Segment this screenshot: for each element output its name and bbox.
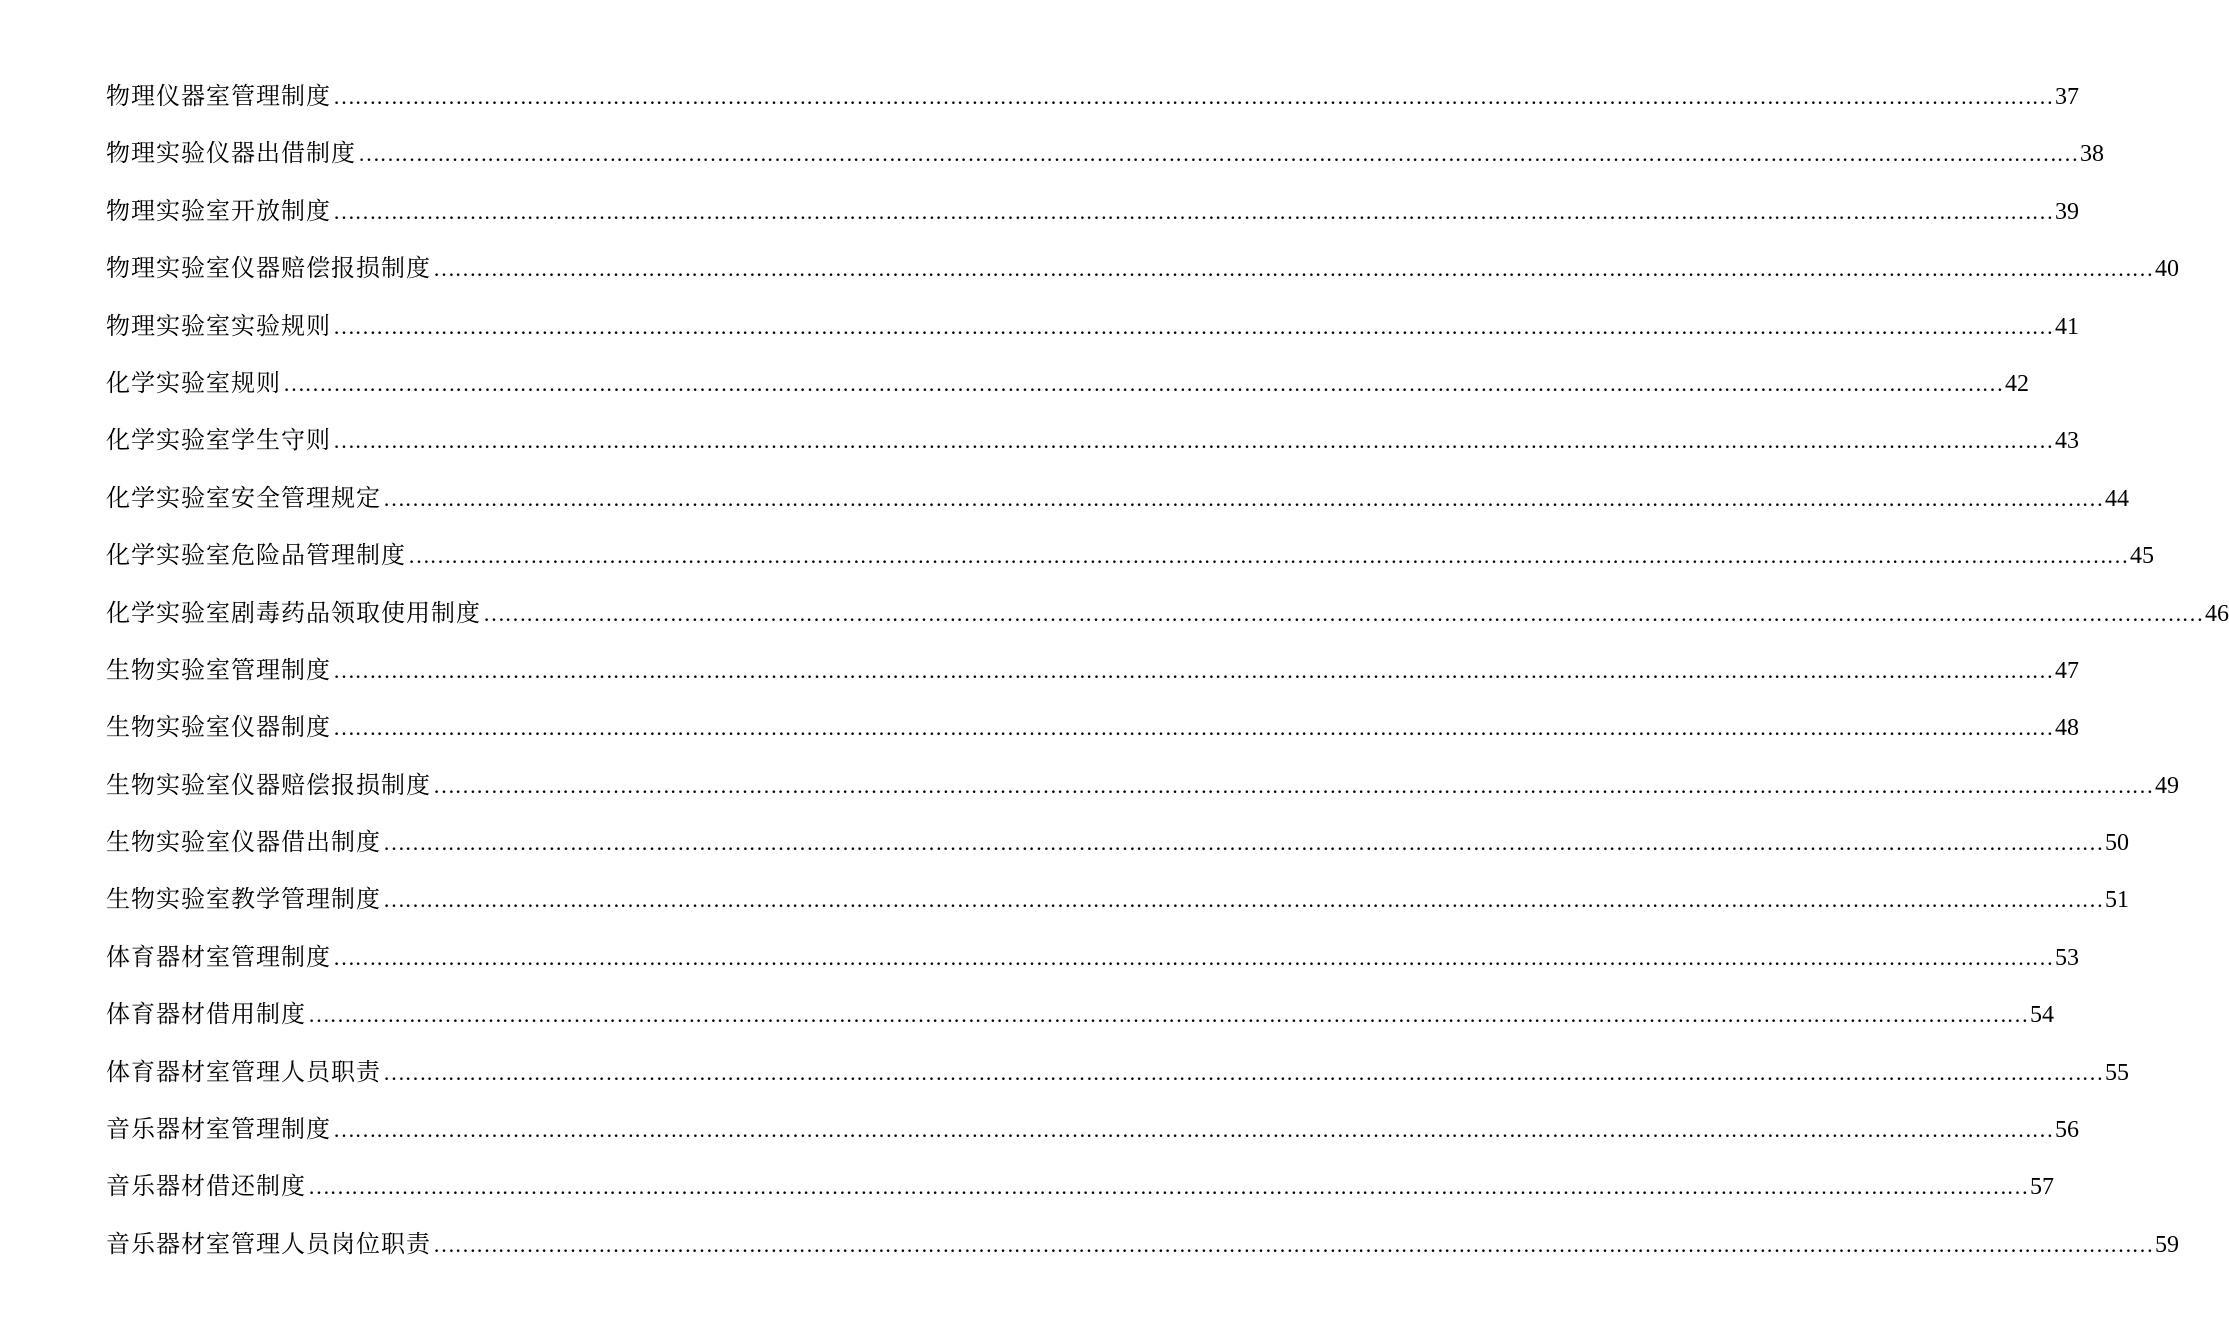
toc-dot-leader: ……………………………………………………………………………………………………………………………………………………………………………………………………………………	[358, 141, 2078, 167]
toc-dot-leader: ……………………………………………………………………………………………………………………………………………………………………………………………………………………	[333, 428, 2053, 454]
toc-dot-leader: ……………………………………………………………………………………………………………………………………………………………………………………………………………………	[433, 1231, 2153, 1257]
toc-entry-title: 物理实验室开放制度	[106, 196, 331, 225]
toc-entry	[106, 412, 2079, 469]
toc-dot-leader: ……………………………………………………………………………………………………………………………………………………………………………………………………………………	[383, 1059, 2103, 1085]
toc-entry-title: 音乐器材室管理人员岗位职责	[106, 1229, 431, 1258]
toc-page-number: 50	[2105, 830, 2129, 857]
toc-dot-leader: ……………………………………………………………………………………………………………………………………………………………………………………………………………………	[283, 370, 2003, 396]
toc-entry	[106, 527, 2154, 584]
toc-entry-title: 化学实验室剧毒药品领取使用制度	[106, 598, 481, 627]
toc-entry-title: 物理实验室实验规则	[106, 311, 331, 340]
toc-dot-leader: ……………………………………………………………………………………………………………………………………………………………………………………………………………………	[308, 1174, 2028, 1200]
toc-entry-title: 物理仪器室管理制度	[106, 82, 331, 110]
toc-dot-leader: ……………………………………………………………………………………………………………………………………………………………………………………………………………………	[408, 543, 2128, 569]
toc-entry	[106, 68, 2079, 125]
toc-page-number: 48	[2055, 715, 2079, 742]
toc-page-number: 57	[2030, 1174, 2054, 1201]
toc-entry-title: 化学实验室安全管理规定	[106, 483, 381, 512]
toc-page-number: 38	[2080, 141, 2104, 168]
toc-entry	[106, 757, 2179, 814]
toc-entry	[106, 929, 2079, 986]
toc-page-number: 47	[2055, 657, 2079, 684]
toc-entry	[106, 585, 2229, 642]
toc-page-number: 37	[2055, 84, 2079, 110]
toc-dot-leader: ……………………………………………………………………………………………………………………………………………………………………………………………………………………	[333, 657, 2053, 683]
toc-dot-leader: ……………………………………………………………………………………………………………………………………………………………………………………………………………………	[433, 256, 2153, 282]
toc-entry	[106, 814, 2129, 871]
toc-entry-title: 化学实验室危险品管理制度	[106, 541, 406, 570]
toc-page-number: 40	[2155, 256, 2179, 283]
toc-entry-title: 生物实验室仪器制度	[106, 713, 331, 742]
toc-entry-title: 体育器材室管理制度	[106, 942, 331, 971]
toc-dot-leader: ……………………………………………………………………………………………………………………………………………………………………………………………………………………	[433, 772, 2153, 798]
toc-entry	[106, 355, 2029, 412]
toc-entry-title: 生物实验室仪器赔偿报损制度	[106, 770, 431, 799]
toc-dot-leader: ……………………………………………………………………………………………………………………………………………………………………………………………………………………	[308, 1002, 2028, 1028]
toc-entry	[106, 986, 2054, 1043]
toc-entry-title: 体育器材借用制度	[106, 1000, 306, 1029]
toc-page-number: 41	[2055, 313, 2079, 340]
toc-dot-leader: ……………………………………………………………………………………………………………………………………………………………………………………………………………………	[333, 313, 2053, 339]
toc-page-number: 53	[2055, 944, 2079, 971]
toc-page-number: 56	[2055, 1117, 2079, 1144]
toc-entry	[106, 871, 2129, 928]
toc-entry	[106, 240, 2179, 297]
toc-entry-title: 物理实验室仪器赔偿报损制度	[106, 254, 431, 283]
toc-entry-title: 生物实验室仪器借出制度	[106, 828, 381, 857]
toc-page-number: 45	[2130, 543, 2154, 570]
toc-entry	[106, 183, 2079, 240]
toc-dot-leader: ……………………………………………………………………………………………………………………………………………………………………………………………………………………	[383, 887, 2103, 913]
toc-page-number: 42	[2005, 370, 2029, 397]
toc-entry	[106, 125, 2104, 182]
toc-entry-title: 物理实验仪器出借制度	[106, 139, 356, 168]
toc-entry	[106, 1101, 2079, 1158]
toc-entry-title: 生物实验室管理制度	[106, 655, 331, 684]
toc-entry	[106, 298, 2079, 355]
toc-dot-leader: ……………………………………………………………………………………………………………………………………………………………………………………………………………………	[333, 1117, 2053, 1143]
table-of-contents	[106, 68, 2229, 1273]
toc-dot-leader: ……………………………………………………………………………………………………………………………………………………………………………………………………………………	[333, 198, 2053, 224]
toc-entry	[106, 642, 2079, 699]
toc-entry-title: 音乐器材借还制度	[106, 1172, 306, 1201]
toc-page-number: 54	[2030, 1002, 2054, 1029]
toc-dot-leader: ……………………………………………………………………………………………………………………………………………………………………………………………………………………	[333, 84, 2053, 109]
toc-entry	[106, 1216, 2179, 1273]
toc-page-number: 59	[2155, 1231, 2179, 1258]
toc-dot-leader: ……………………………………………………………………………………………………………………………………………………………………………………………………………………	[383, 830, 2103, 856]
toc-entry-title: 化学实验室学生守则	[106, 426, 331, 455]
toc-entry	[106, 470, 2129, 527]
toc-page-number: 39	[2055, 198, 2079, 225]
toc-page-number: 51	[2105, 887, 2129, 914]
toc-page-number: 49	[2155, 772, 2179, 799]
toc-entry	[106, 1044, 2129, 1101]
toc-entry-title: 化学实验室规则	[106, 368, 281, 397]
toc-dot-leader: ……………………………………………………………………………………………………………………………………………………………………………………………………………………	[333, 715, 2053, 741]
toc-page-number: 43	[2055, 428, 2079, 455]
toc-entry	[106, 1158, 2054, 1215]
toc-entry-title: 体育器材室管理人员职责	[106, 1057, 381, 1086]
toc-page-number: 44	[2105, 485, 2129, 512]
toc-dot-leader: ……………………………………………………………………………………………………………………………………………………………………………………………………………………	[483, 600, 2203, 626]
toc-entry-title: 生物实验室教学管理制度	[106, 885, 381, 914]
toc-page-number: 55	[2105, 1059, 2129, 1086]
toc-page-number: 46	[2205, 600, 2229, 627]
toc-entry-title: 音乐器材室管理制度	[106, 1115, 331, 1144]
toc-dot-leader: ……………………………………………………………………………………………………………………………………………………………………………………………………………………	[333, 944, 2053, 970]
toc-entry	[106, 699, 2079, 756]
toc-dot-leader: ……………………………………………………………………………………………………………………………………………………………………………………………………………………	[383, 485, 2103, 511]
